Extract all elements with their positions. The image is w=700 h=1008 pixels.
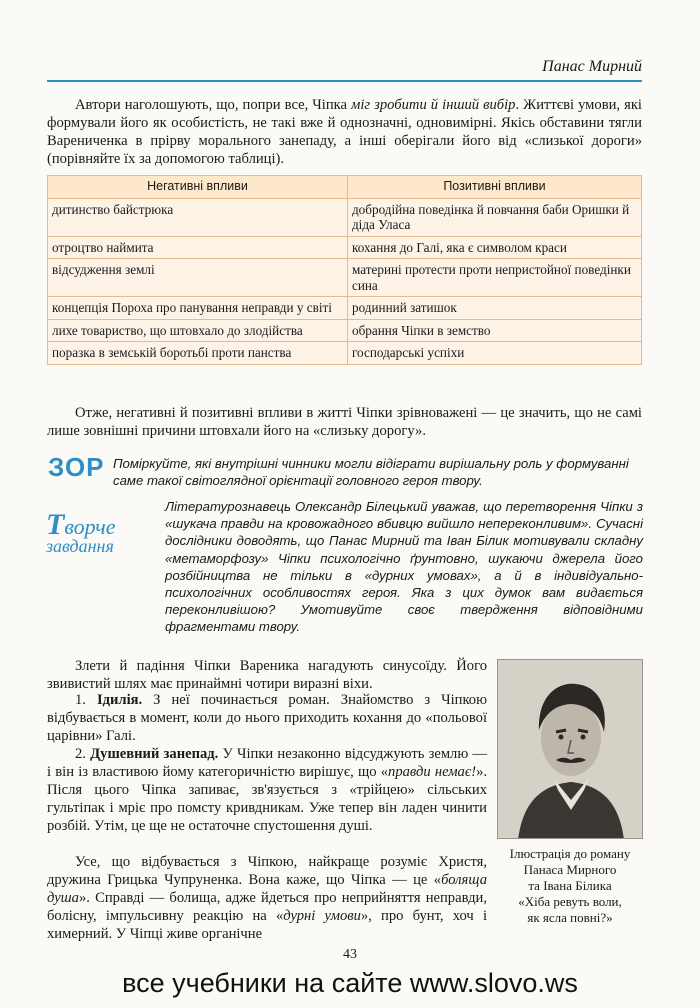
cell-positive: господарські успіхи [347, 342, 641, 365]
cell-negative: дитинство байстрюка [48, 198, 348, 236]
influences-table [47, 175, 642, 365]
intro-paragraph [47, 96, 642, 168]
table-row [48, 297, 642, 320]
intro-text-b: . Життєві умови, які формували його як особистість, не такі вже й однозначні, одновимірні. Якісь обставини тягли Варениченка в прірву морального занепаду, а інші оберігали його від «слизької дороги» (порівняйте їх за допомогою таблиці). [47, 97, 642, 167]
cell-positive: добродійна поведінка й повчання баби Оришки й діда Уласа [347, 198, 641, 236]
decline-italic: правди немає! [388, 764, 477, 780]
table-row [48, 319, 642, 342]
body-paragraph-idyll [47, 691, 487, 745]
body-paragraph-decline [47, 745, 487, 835]
creative-label-rest: ворче [64, 514, 116, 539]
intro-text-a: Автори наголошують, що, попри все, Чіпка [75, 97, 352, 113]
caption-line: Панаса Мирного [523, 862, 617, 877]
khrystia-italic-2: дурні умови [283, 908, 361, 924]
illustration-caption [488, 846, 652, 926]
cell-positive: материні протести проти непристойної поведінки сина [347, 259, 641, 297]
idyll-number: 1. [75, 692, 86, 708]
creative-task-text: Літературознавець Олександр Білецький уважав, що перетворення Чіпки з «шукача правди на кровожадного вбивцю вийшло непереконливим». Сучасні дослідники доводять, що Панас Мирний та Іван Білик мотивували складну «метаморфозу» Чіпки психологічно ґрунтовно, шукаючи джерела його розбійництва не тільки в «дурних умовах», а й в індивідуально-психологічних особливостях героя. Яка з цих думок вам видається переконливішою? Умотивуйте своє твердження відповідними фрагментами твору. [165, 499, 643, 635]
cell-positive: кохання до Галі, яка є символом краси [347, 236, 641, 259]
idyll-text: З неї починається роман. Знайомство з Чіпкою відбувається в момент, коли до нього приходить кохання до «польової царівни» Галі. [47, 692, 487, 744]
illustration-portrait [497, 659, 643, 839]
header-divider [47, 80, 642, 82]
cell-negative: концепція Пороха про панування неправди у світі [48, 297, 348, 320]
decline-number: 2. [75, 746, 86, 762]
creative-label-initial: Т [46, 508, 65, 541]
caption-line: та Івана Білика [528, 878, 612, 893]
header-positive: Позитивні впливи [347, 176, 641, 199]
cell-positive: обрання Чіпки в земство [347, 319, 641, 342]
body-paragraph-1: Злети й падіння Чіпки Вареника нагадують синусоїду. Його звивистий шлях має принаймні чотири виразні віхи. [47, 658, 487, 692]
table-row [48, 259, 642, 297]
creative-task-label [46, 508, 158, 558]
cell-negative: відсудження землі [48, 259, 348, 297]
cell-positive: родинний затишок [347, 297, 641, 320]
decline-text-a: У Чіпки незаконно відсуджують землю — і він із властивою йому категоричністю вирішує, що « [47, 746, 487, 780]
khrystia-italic-1: боляща душа [47, 872, 487, 906]
table-row [48, 236, 642, 259]
table-row [48, 342, 642, 365]
body-paragraph-khrystia [47, 853, 487, 943]
intro-italic: міг зробити й інший вибір [351, 97, 516, 113]
khrystia-text-b: ». Справді — болища, адже йдеться про неприйняття неправди, болісну, імпульсивну реакцію на « [47, 890, 487, 924]
creative-label-line2: завдання [46, 536, 114, 556]
page-number: 43 [343, 947, 357, 962]
portrait-sketch-icon [498, 660, 643, 839]
caption-line: як ясла повні?» [527, 910, 613, 925]
header-author: Панас Мирний [542, 58, 642, 75]
caption-line: «Хіба ревуть воли, [518, 894, 622, 909]
cell-negative: отроцтво наймита [48, 236, 348, 259]
khrystia-text-c: », про бунт, хоч і химерний. У Чіпці живе органічне [47, 908, 487, 942]
idyll-heading: Ідилія. [96, 692, 143, 708]
decline-heading: Душевний занепад. [90, 746, 219, 762]
cell-negative: поразка в земській боротьбі проти панства [48, 342, 348, 365]
khrystia-text-a: Усе, що відбувається з Чіпкою, найкраще розуміє Христя, дружина Грицька Чупруненка. Вона каже, що Чіпка — це « [47, 854, 487, 888]
zor-label: ЗОР [48, 452, 105, 482]
footer-banner: все учебники на сайте www.slovo.ws [122, 968, 578, 998]
caption-line: Ілюстрація до роману [509, 846, 631, 861]
table-row [48, 198, 642, 236]
decline-text-b: ». Після цього Чіпка запиває, зв'язується з «трійцею» сільських гультіпак і мріє про помсту кривдникам. Уже тепер він ладен чинити розбій. Утім, це ще не остаточне спустошення душі. [47, 764, 488, 834]
header-negative: Негативні впливи [48, 176, 348, 199]
cell-negative: лихе товариство, що штовхало до злодійства [48, 319, 348, 342]
conclusion-paragraph: Отже, негативні й позитивні впливи в житті Чіпки зрівноважені — це значить, що не самі лише зовнішні причини штовхали його на «слизьку дорогу». [47, 405, 642, 439]
zor-text: Поміркуйте, які внутрішні чинники могли відіграти вирішальну роль у формуванні саме такої світоглядної орієнтації головного героя твору. [113, 456, 629, 488]
